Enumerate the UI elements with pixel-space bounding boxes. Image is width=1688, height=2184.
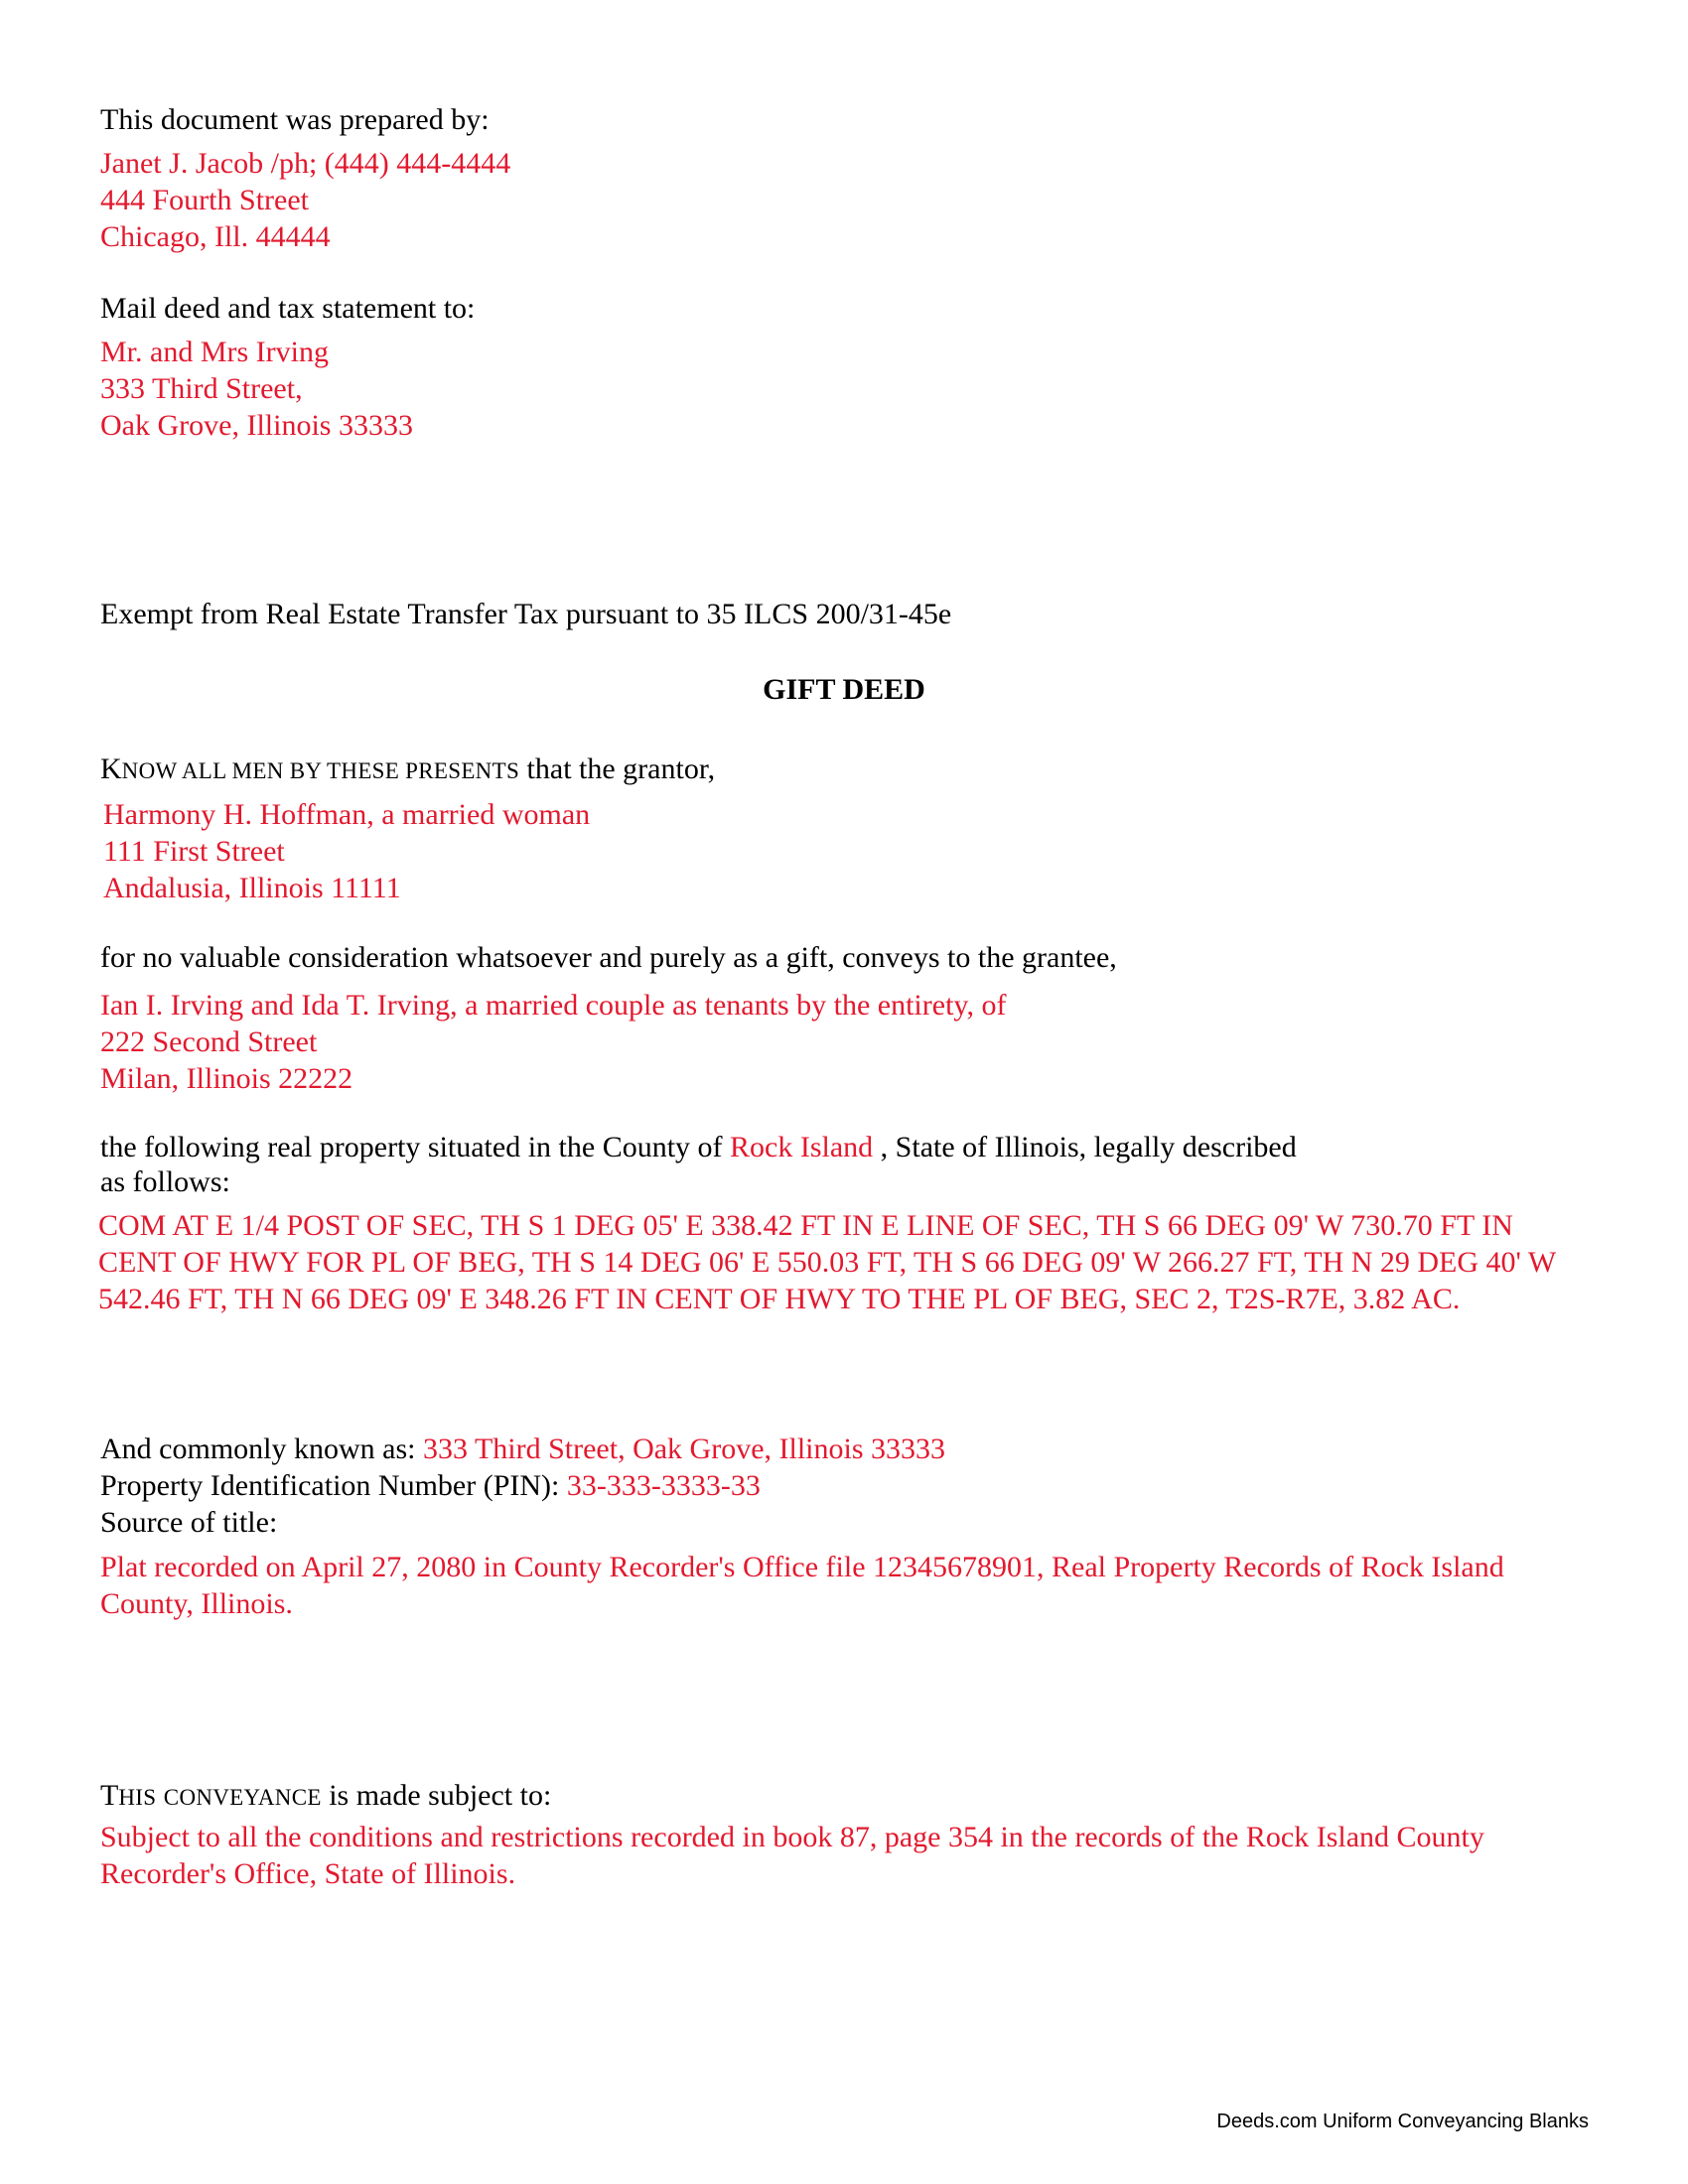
source-of-title-value: Plat recorded on April 27, 2080 in County Recorder's Office file 12345678901, Real Property Records of Rock Island County, Illinois. [100,1551,1504,1620]
grantee-block [100,987,1006,1097]
consideration-statement: for no valuable consideration whatsoever and purely as a gift, conveys to the grantee, [100,941,1117,974]
conveyance-initial: T [100,1779,119,1812]
property-prefix: the following real property situated in the County of [100,1131,731,1163]
grantor-city: Andalusia, Illinois 11111 [103,872,401,904]
mail-to-name: Mr. and Mrs Irving [100,336,329,368]
mail-to-block [100,334,475,444]
know-initial: K [100,752,122,785]
legal-description: COM AT E 1/4 POST OF SEC, TH S 1 DEG 05' E 338.42 FT IN E LINE OF SEC, TH S 66 DEG 09' W 730.70 FT IN CENT OF HWY FOR PL OF BEG, TH S 14 DEG 06' E 550.03 FT, TH S 66 DEG 09' W 266.27 FT, TH N 29 DEG 40' W 542.46 FT, TH N 66 DEG 09' E 348.26 FT IN CENT OF HWY TO THE PL OF BEG, SEC 2, T2S-R7E, 3.82 AC. [98,1209,1556,1315]
common-address-label: And commonly known as: [100,1433,423,1465]
mail-to-street: 333 Third Street, [100,372,303,405]
conveyance-caps: CONVEYANCE [163,1785,322,1810]
property-suffix: , State of Illinois, legally described [873,1131,1297,1163]
prepared-by-section [100,101,510,255]
footer-brand: Deeds.com Uniform Conveyancing Blanks [1216,2111,1589,2132]
as-follows: as follows: [100,1165,230,1198]
exempt-statement: Exempt from Real Estate Transfer Tax pursuant to 35 ILCS 200/31-45e [100,598,952,630]
common-address-value: 333 Third Street, Oak Grove, Illinois 33333 [422,1433,946,1465]
conveyance-his: HIS [118,1785,157,1810]
mail-to-city: Oak Grove, Illinois 33333 [100,409,413,442]
conveyance-restrictions: Subject to all the conditions and restrictions recorded in book 87, page 354 in the records of the Rock Island County Recorder's Office, State of Illinois. [100,1821,1484,1890]
grantee-names: Ian I. Irving and Ida T. Irving, a married couple as tenants by the entirety, of [100,989,1007,1022]
source-of-title-label: Source of title: [100,1506,278,1539]
preparer-street: 444 Fourth Street [100,184,309,216]
know-all-men-line [100,751,715,789]
pin-value: 33-333-3333-33 [566,1469,761,1502]
property-county-line [100,1129,1297,1165]
conveyance-line [100,1777,551,1816]
grantee-street: 222 Second Street [100,1025,318,1058]
grantor-block [103,796,590,906]
prepared-by-label: This document was prepared by: [100,103,490,136]
preparer-city: Chicago, Ill. 44444 [100,220,331,253]
pin-line [100,1467,945,1504]
know-caps: NOW ALL MEN BY THESE PRESENTS [121,758,520,783]
mail-to-section [100,290,475,444]
grantor-name: Harmony H. Hoffman, a married woman [103,798,591,831]
grantee-city: Milan, Illinois 22222 [100,1062,353,1095]
preparer-name-phone: Janet J. Jacob /ph; (444) 444-4444 [100,147,511,180]
common-address-line [100,1431,945,1467]
property-identification-section [100,1431,945,1541]
document-title: GIFT DEED [763,673,925,706]
preparer-block [100,145,510,255]
grantor-street: 111 First Street [103,835,285,868]
pin-label: Property Identification Number (PIN): [100,1469,567,1502]
mail-to-label: Mail deed and tax statement to: [100,292,476,325]
county-name: Rock Island [730,1131,874,1163]
property-county-section [100,1129,1297,1200]
know-tail: that the grantor, [519,752,716,785]
conveyance-tail: is made subject to: [321,1779,552,1812]
